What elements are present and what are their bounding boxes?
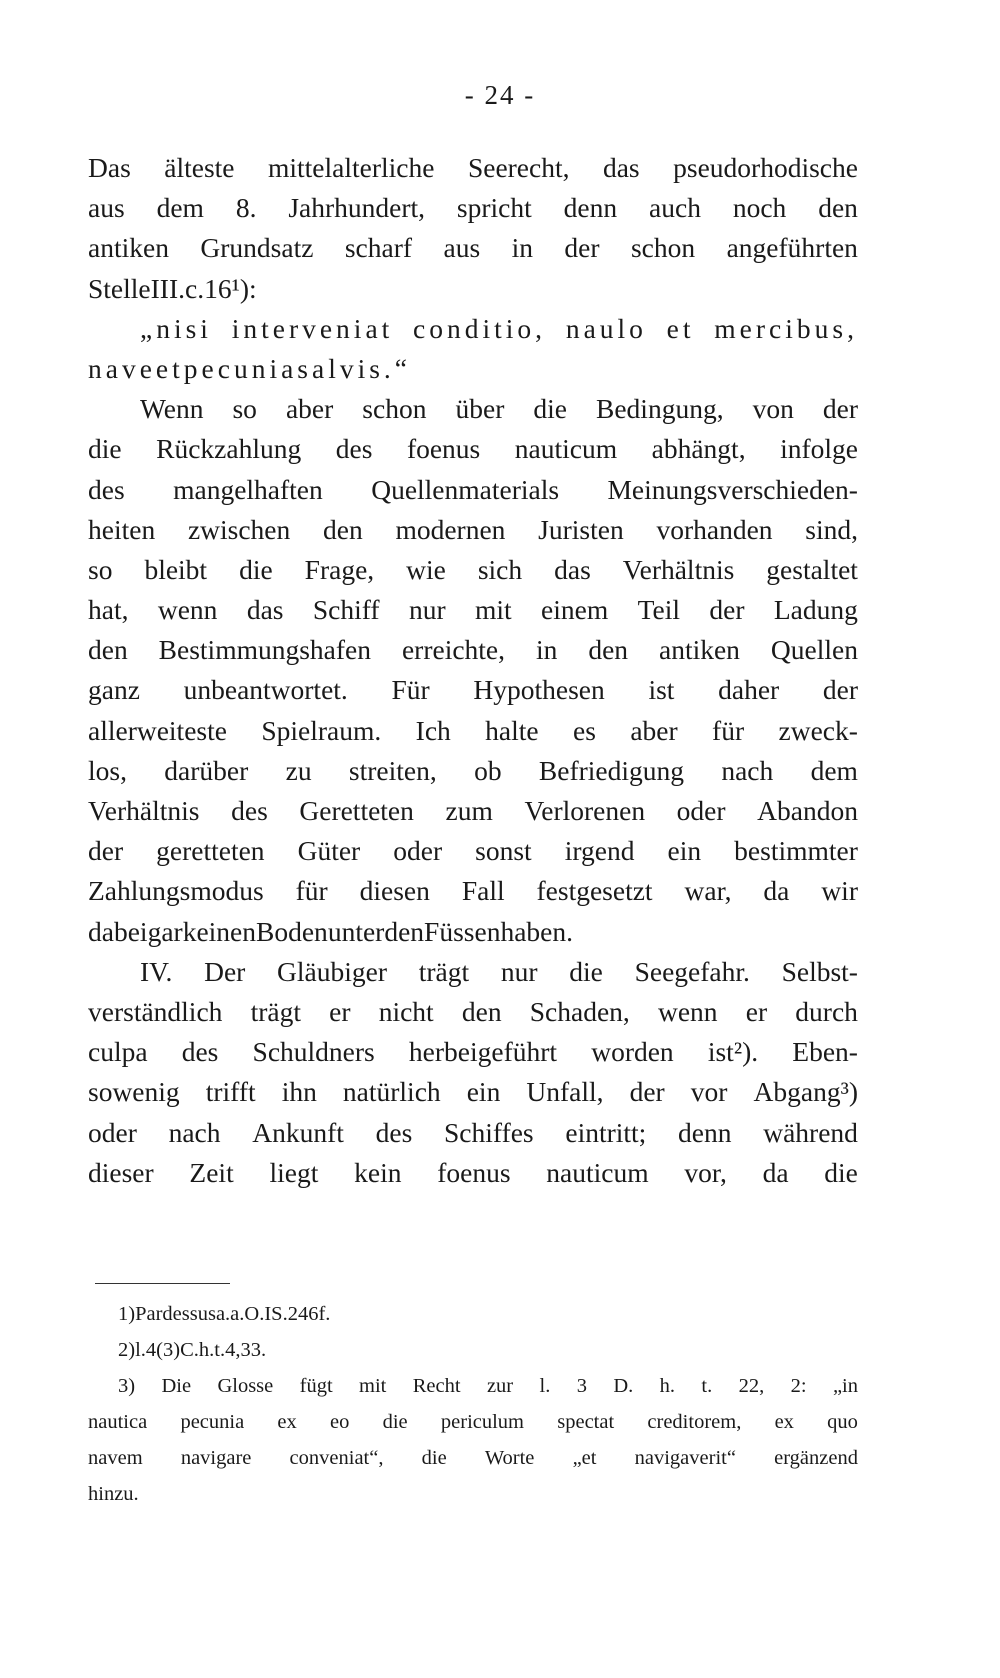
word: ganz	[88, 674, 140, 706]
word: gar	[147, 915, 183, 947]
word: dem	[810, 754, 858, 786]
word: S.	[271, 1303, 288, 1325]
word: Befriedigung	[538, 754, 684, 786]
word: liegt	[269, 1156, 319, 1188]
footnotes	[88, 1296, 858, 1512]
word: conveniat“,	[289, 1447, 384, 1469]
word: er	[329, 995, 351, 1027]
word: die	[421, 1447, 447, 1469]
word: Der	[204, 955, 246, 987]
word: et	[666, 312, 695, 344]
word: des	[375, 1116, 413, 1148]
word: wenn	[157, 594, 218, 626]
footnote-line	[88, 1404, 858, 1440]
word: „in	[832, 1375, 858, 1397]
word: ex	[277, 1411, 297, 1433]
word: er	[745, 995, 768, 1027]
text-line	[88, 791, 858, 831]
word: Verhältnis	[622, 553, 735, 585]
word: ein	[667, 835, 702, 867]
word: 3	[576, 1375, 587, 1397]
word: l.	[539, 1375, 551, 1397]
word: modernen	[395, 513, 506, 545]
word: c.	[185, 272, 205, 304]
word: fügt	[299, 1375, 333, 1397]
text-line	[88, 269, 858, 309]
word: so	[232, 393, 257, 425]
word: a.	[230, 1303, 245, 1325]
word: die	[533, 393, 567, 425]
word: Schaden,	[529, 995, 630, 1027]
word: antiken	[88, 232, 169, 264]
word: den	[88, 634, 128, 666]
text-line	[88, 670, 858, 710]
word: h.	[198, 1339, 215, 1361]
word: Ankunft	[252, 1116, 344, 1148]
word: navigare	[180, 1447, 252, 1469]
word: foenus	[437, 1156, 511, 1188]
word: Seegefahr.	[634, 955, 750, 987]
text-line	[88, 711, 858, 751]
word: los,	[88, 754, 127, 786]
word: ergänzend	[774, 1447, 858, 1469]
word: 33.	[240, 1339, 267, 1361]
word: creditorem,	[647, 1411, 742, 1433]
word: Juristen	[538, 513, 624, 545]
word: interveniat	[231, 312, 394, 344]
word: Jahrhundert,	[288, 192, 426, 224]
word: Gläubiger	[277, 955, 387, 987]
word: nauticum	[514, 433, 618, 465]
word: des	[181, 1036, 219, 1068]
word: natürlich	[342, 1076, 441, 1108]
text-line	[88, 550, 858, 590]
word: des	[88, 473, 125, 505]
word: I	[264, 1303, 272, 1325]
word: Teil	[637, 594, 680, 626]
word: nautica	[88, 1411, 148, 1433]
word: darüber	[164, 754, 249, 786]
word: h.	[659, 1375, 676, 1397]
text-line	[88, 389, 858, 429]
text-line	[88, 630, 858, 670]
text-line	[88, 1032, 858, 1072]
word: die	[88, 433, 122, 465]
word: Glosse	[217, 1375, 274, 1397]
word: „et	[572, 1447, 597, 1469]
word: kein	[354, 1156, 402, 1188]
word: keinen	[182, 915, 256, 947]
word: da	[763, 875, 790, 907]
word: in	[511, 232, 533, 264]
word: ist²).	[707, 1036, 759, 1068]
word: Bestimmungshafen	[158, 634, 372, 666]
word: Ich	[415, 714, 451, 746]
word: ihn	[281, 1076, 317, 1108]
word: 1)	[118, 1303, 136, 1325]
word: haben.	[500, 915, 573, 947]
word: den	[818, 192, 858, 224]
text-line	[88, 1072, 858, 1112]
word: älteste	[164, 152, 235, 183]
word: Das	[88, 152, 131, 183]
word: schon	[630, 232, 696, 264]
word: in	[535, 634, 558, 666]
word: für	[295, 875, 328, 907]
word: zu	[285, 754, 312, 786]
word: oder	[676, 795, 726, 826]
word: nauticum	[546, 1156, 649, 1188]
text-line	[88, 349, 858, 389]
word: für	[712, 714, 745, 746]
word: III.	[150, 272, 185, 304]
word: der	[822, 393, 858, 425]
word: aus	[88, 192, 125, 224]
word: Frage,	[304, 553, 375, 585]
text-line	[88, 429, 858, 469]
word: navem	[88, 1447, 143, 1469]
word: noch	[732, 192, 787, 224]
word: Pardessus	[135, 1303, 216, 1325]
word: Geretteten	[299, 795, 414, 826]
text-line	[88, 590, 858, 630]
word: hat,	[88, 594, 129, 626]
word: angeführten	[726, 232, 858, 264]
text-line	[88, 470, 858, 510]
word: 16¹):	[204, 272, 257, 304]
word: der	[564, 232, 600, 264]
text-line	[88, 1153, 858, 1193]
word: Worte	[484, 1447, 535, 1469]
word: D.	[613, 1375, 634, 1397]
word: Quellenmaterials	[371, 473, 560, 505]
word: des	[335, 433, 373, 465]
word: Zahlungsmodus	[88, 875, 264, 907]
word: culpa	[88, 1036, 148, 1068]
word: es	[573, 714, 596, 746]
word: salvis.“	[297, 352, 412, 384]
word: erreichte,	[401, 634, 506, 666]
word: sowenig	[88, 1076, 180, 1108]
word: 246	[287, 1303, 319, 1325]
word: Schiff	[312, 594, 380, 626]
text-line	[88, 912, 858, 952]
word: nur	[500, 955, 538, 987]
word: quo	[827, 1411, 858, 1433]
footnote-separator	[95, 1283, 230, 1284]
word: pecunia	[183, 352, 298, 384]
word: über	[455, 393, 505, 425]
word: trägt	[250, 995, 301, 1027]
word: geretteten	[156, 835, 265, 867]
word: vorhanden	[656, 513, 773, 545]
word: während	[763, 1116, 858, 1148]
word: worden	[591, 1036, 674, 1068]
word: abhängt,	[651, 433, 746, 465]
word: ob	[474, 754, 502, 786]
word: Verhältnis	[88, 795, 200, 826]
word: Seerecht,	[467, 152, 570, 183]
word: Ladung	[773, 594, 858, 626]
text-line	[88, 871, 858, 911]
word: denn	[563, 192, 618, 224]
word: nave	[88, 352, 156, 384]
word: Recht	[412, 1375, 461, 1397]
word: 3)	[118, 1375, 136, 1397]
word: infolge	[780, 433, 858, 465]
word: Schuldners	[252, 1036, 375, 1068]
word: pecunia	[180, 1411, 245, 1433]
word: aber	[285, 393, 334, 425]
word: wie	[406, 553, 446, 585]
word: nach	[168, 1116, 221, 1148]
text-line	[88, 831, 858, 871]
word: wir	[821, 875, 858, 907]
word: wenn	[657, 995, 718, 1027]
footnote-line	[88, 1368, 858, 1404]
word: Grundsatz	[200, 232, 314, 264]
word: 2)	[118, 1339, 136, 1361]
word: IV.	[140, 955, 173, 987]
word: die	[824, 1156, 858, 1188]
word: zwischen	[187, 513, 291, 545]
footnote-line	[88, 1476, 858, 1512]
word: sind,	[805, 513, 858, 545]
word: eintritt;	[565, 1116, 647, 1148]
text-line	[88, 228, 858, 268]
word: periculum	[440, 1411, 525, 1433]
page-number: - 24 -	[464, 80, 536, 110]
word: spectat	[557, 1411, 615, 1433]
word: Abgang³)	[753, 1076, 858, 1108]
word: mit	[475, 594, 512, 626]
word: Quellen	[770, 634, 858, 666]
word: war,	[684, 875, 732, 907]
word: navigaverit“	[634, 1447, 736, 1469]
word: dem	[156, 192, 204, 224]
word: nur	[408, 594, 446, 626]
word: ex	[774, 1411, 794, 1433]
word: zweck-	[778, 714, 858, 746]
word: sich	[477, 553, 523, 585]
word: Füssen	[424, 915, 501, 947]
word: scharf	[344, 232, 413, 264]
word: halte	[485, 714, 539, 746]
word: Verlorenen	[524, 795, 646, 826]
word: den	[588, 634, 629, 666]
text-line	[88, 1113, 858, 1153]
word: schon	[362, 393, 427, 425]
word: eo	[330, 1411, 350, 1433]
word: vor	[690, 1076, 728, 1108]
word: der	[709, 594, 745, 626]
word: t.	[214, 1339, 226, 1361]
word: aus	[443, 232, 481, 264]
word: unter	[327, 915, 385, 947]
word: da	[762, 1156, 789, 1188]
text-line	[88, 148, 858, 188]
word: mit	[359, 1375, 387, 1397]
word: der	[629, 1076, 665, 1108]
word: sonst	[475, 835, 532, 867]
word: mittelalterliche	[268, 152, 435, 183]
word: mangelhaften	[173, 473, 323, 505]
word: ist	[648, 674, 675, 706]
word: Hypothesen	[473, 674, 605, 706]
text-line	[88, 751, 858, 791]
word: Stelle	[88, 272, 151, 304]
word: O.	[244, 1303, 265, 1325]
word: Meinungsverschieden-	[607, 473, 858, 505]
word: (3)	[156, 1339, 181, 1361]
word: foenus	[406, 433, 481, 465]
word: naulo	[565, 312, 647, 344]
word: dabei	[88, 915, 148, 947]
word: oder	[393, 835, 443, 867]
word: daher	[718, 674, 780, 706]
body-text	[88, 148, 858, 1193]
word: trägt	[418, 955, 470, 987]
word: trifft	[205, 1076, 256, 1108]
word: et	[155, 352, 184, 384]
word: bestimmter	[734, 835, 858, 867]
word: oder	[88, 1116, 137, 1148]
word: unbeantwortet.	[183, 674, 348, 706]
word: die	[569, 955, 603, 987]
word: dieser	[88, 1156, 154, 1188]
word: Wenn	[140, 393, 204, 425]
word: einem	[541, 594, 609, 626]
footnote-line	[88, 1296, 858, 1332]
word: Für	[391, 674, 430, 706]
word: 2:	[790, 1375, 807, 1397]
word: gestaltet	[766, 553, 858, 585]
word: Zeit	[189, 1156, 234, 1188]
word: allerweiteste	[88, 714, 227, 746]
word: mercibus,	[714, 312, 858, 344]
text-line	[88, 952, 858, 992]
word: festgesetzt	[536, 875, 653, 907]
word: auch	[649, 192, 701, 224]
word: der	[822, 674, 858, 706]
word: ein	[466, 1076, 501, 1108]
word: pseudorhodische	[673, 152, 858, 183]
word: das	[246, 594, 284, 626]
word: streiten,	[348, 754, 437, 786]
word: Fall	[461, 875, 505, 907]
word: antiken	[658, 634, 740, 666]
word: 22,	[738, 1375, 765, 1397]
word: nicht	[378, 995, 434, 1027]
word: den	[323, 513, 363, 545]
word: hinzu.	[88, 1483, 139, 1505]
text-line	[88, 309, 858, 349]
word: Abandon	[757, 795, 858, 826]
word: den	[461, 995, 502, 1027]
word: herbeigeführt	[408, 1036, 558, 1068]
word: 4,	[225, 1339, 241, 1361]
text-line	[88, 188, 858, 228]
word: Boden	[256, 915, 328, 947]
word: zum	[445, 795, 493, 826]
word: das	[554, 553, 591, 585]
word: denn	[678, 1116, 732, 1148]
word: irgend	[564, 835, 635, 867]
word: Unfall,	[526, 1076, 604, 1108]
word: verständlich	[88, 995, 223, 1027]
word: 8.	[235, 192, 257, 224]
word: heiten	[88, 513, 156, 545]
word: vor,	[684, 1156, 727, 1188]
word: zur	[486, 1375, 514, 1397]
word: so	[88, 553, 113, 585]
word: das	[602, 152, 640, 183]
word: nach	[721, 754, 774, 786]
word: Die	[161, 1375, 192, 1397]
word: Rückzahlung	[156, 433, 302, 465]
word: durch	[795, 995, 858, 1027]
word: Schiffes	[444, 1116, 534, 1148]
word: der	[88, 835, 124, 867]
word: t.	[701, 1375, 713, 1397]
word: conditio,	[413, 312, 547, 344]
word: Bedingung,	[596, 393, 724, 425]
word: die	[239, 553, 273, 585]
word: „nisi	[140, 312, 212, 344]
word: Spielraum.	[261, 714, 382, 746]
word: Eben-	[792, 1036, 858, 1068]
footnote-line	[88, 1332, 858, 1368]
word: bleibt	[144, 553, 208, 585]
word: diesen	[359, 875, 430, 907]
text-line	[88, 510, 858, 550]
word: l.	[135, 1339, 146, 1361]
word: Güter	[297, 835, 361, 867]
word: Selbst-	[781, 955, 858, 987]
word: 4	[145, 1339, 157, 1361]
word: des	[231, 795, 268, 826]
word: a.	[215, 1303, 231, 1325]
word: f.	[318, 1303, 331, 1325]
word: die	[382, 1411, 408, 1433]
word: aber	[630, 714, 678, 746]
footnote-line	[88, 1440, 858, 1476]
word: den	[384, 915, 425, 947]
word: C.	[180, 1339, 199, 1361]
word: spricht	[456, 192, 532, 224]
word: von	[752, 393, 794, 425]
text-line	[88, 992, 858, 1032]
